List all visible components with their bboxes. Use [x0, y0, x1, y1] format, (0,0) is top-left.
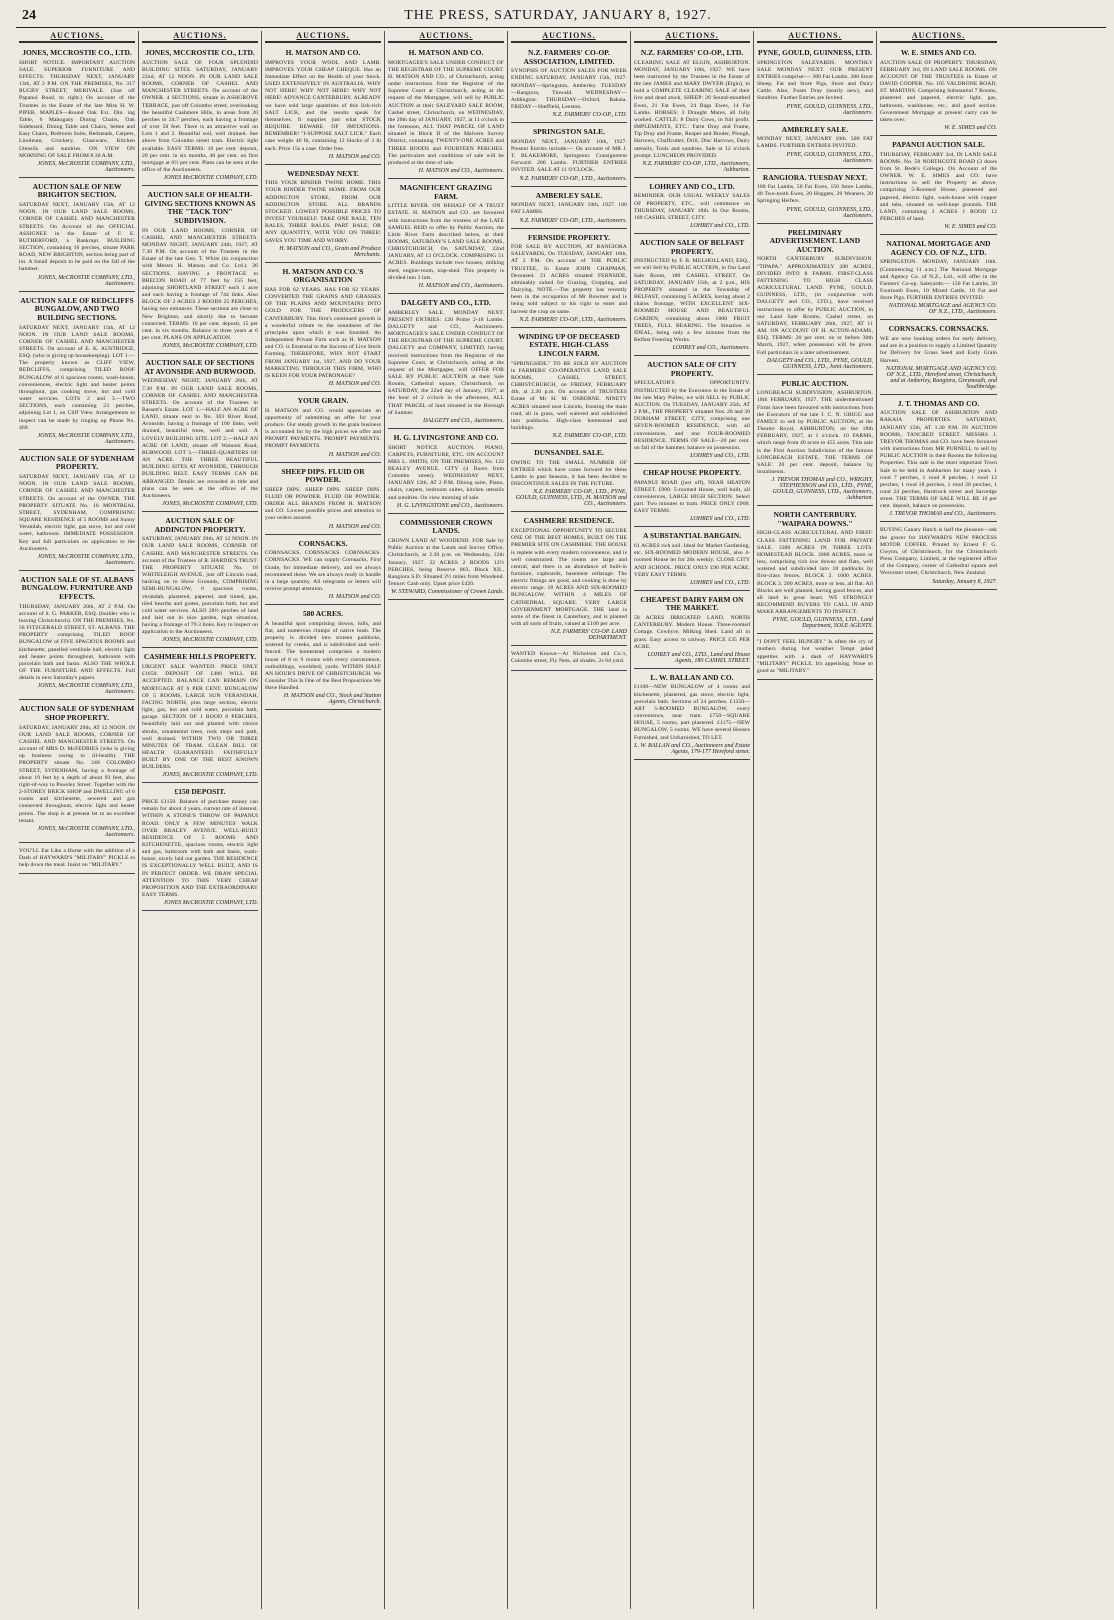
column-2 — [139, 31, 262, 1609]
advertisement — [142, 46, 258, 186]
ad-signature: LOHREY and CO., LTD. — [690, 516, 750, 523]
advertisement — [142, 650, 258, 783]
advertisement — [511, 46, 627, 123]
advertisement — [634, 180, 750, 234]
advertisement — [757, 636, 873, 680]
column-7 — [754, 31, 877, 1609]
ad-heading: PYNE, GOULD, GUINNESS, LTD. — [757, 48, 873, 57]
ad-heading: AUCTION SALE OF SYDENHAM SHOP PROPERTY. — [19, 704, 135, 723]
ad-signature: JONES, McCROSTIE COMPANY, LTD., Auctioneers. — [37, 274, 135, 287]
ad-heading: CORNSACKS. CORNSACKS. — [888, 324, 989, 334]
ad-body-text: NORTH CANTERBURY SUBDIVISION. "TIPAPA." APPROXIMATELY 200 ACRES, DIVIDED INTO 8 FARMS. FIRST-CLASS FATTENING TO HIGH CLASS AGRICULTURAL LAND. PYNE, GOULD, GUINNESS, LTD., (in conjunction with DALGETY and CO., LTD.), have received instructions to offer by PUBLIC AUCTION, in our Land Sale Rooms, Cashel street, on SATURDAY, FEBRUARY 26th, 1927, AT 11 AM. ON ACCOUNT OF H. ACTON-ADAMS, ESQ. TERMS: 20 per cent. on or before 30th March, 1927, when possession will be given. Full particulars in a later advertisement. — [757, 256, 873, 356]
ad-body-text: CROWN LAND AT WOODEND. FOR Sale by Public Auction at the Lands and Survey Office, Christchurch, at 2.30 p.m. on Wednesday, 12th January, 1927. 32 ACRES 2 ROODS 12½ PERCHES, being Reserve 863, Block XII., Rangiora S.D. Situated 2½ miles from Woodend. Tenure: Cash only. Upset price £420. — [388, 538, 504, 587]
ad-heading: AMBERLEY SALE. — [781, 124, 849, 134]
ad-body-text: SATURDAY, JANUARY 29th, AT 12 NOON. IN OUR LAND SALE ROOMS, CORNER OF CASHEL AND MANCHESTER STREETS. On account of the Trustees of R. HARDIE'S TRUST. THE PROPERTY SITUATE No. 18 WHITELEIGH AVENUE, just off Lincoln road, backing on to Show Grounds, COMPRISING SEMI-BUNGALOW, 6 spacious rooms, verandah, plastered, papered, and tinted, gas, tiled hearths and grates, porcelain bath, hot and cold water services. ALSO 28½ perches of land and laid out in nice garden, high situation, having a frontage of 79.3 links. Key to inspect on application to the Auctioneers. — [142, 536, 258, 636]
ad-body-text: SHORT NOTICE AUCTION. PIANO, CARPETS, FURNITURE, ETC. ON ACCOUNT MRS L. SMITH, ON THE PREMISES, No. 122 BEALEY AVENUE, CITY (4 Doors from Colombo street), WEDNESDAY NEXT, JANUARY 12th, AT 2 P.M. Dining suite, Piano, chairs, carpets, bedroom suites, kitchen utensils and sundries. On view morning of sale. — [388, 444, 504, 501]
ad-body-text: SATURDAY NEXT, JANUARY 15th, AT 12 NOON. IN OUR LAND SALE ROOMS, CORNER OF CASHEL AND MANCHESTER STREETS. On Account of the OFFICIAL ASSIGNEE in the Estate of F. E. RUTHERFORD, a Bankrupt. BUILDING SECTION, containing 16 perches, situate PARK ROAD, NEW BRIGHTON, section being part of lot. A Small deposit to be paid on the fall of the hammer. — [19, 202, 135, 273]
ad-body-text: HAS FOR 62 YEARS. HAS FOR 62 YEARS. CONVERTED THE GRAINS AND GRASSES OF THE PLAINS AND MOUNTAINS INTO GOLD FOR THE PRODUCERS OF CANTERBURY. This firm's continued growth is a wonderful tribute to the soundness of the principles upon which it was founded. An Independent Private Firm such as H. MATSON and CO. is Essential to the Success of Live Stock Farming. THEREFORE, WHY NOT START FROM JANUARY 1st, 1927, AND DO YOUR MARKETING THROUGH THIS FIRM, WHO IS KEEN FOR YOUR PATRONAGE? — [265, 286, 381, 379]
ad-signature: N.Z. FARMERS' CO-OP., LTD., Auctioneers, Ashburton. — [642, 160, 750, 173]
ad-heading: PRELIMINARY ADVERTISEMENT. LAND AUCTION. — [769, 227, 861, 254]
ad-signature: N.Z. FARMERS' CO-OP., LTD., Auctioneers. — [519, 316, 627, 323]
ad-heading: SHEEP DIPS. FLUID OR POWDER. — [281, 466, 365, 485]
ad-heading: N.Z. FARMERS' CO-OP. ASSOCIATION, LIMITED. — [523, 48, 615, 66]
advertisement — [511, 648, 627, 670]
ad-heading: JONES, MCCROSTIE CO., LTD. — [22, 48, 132, 57]
ad-body-text: FOR SALE BY AUCTION, AT RANGIORA SALEYARDS, On TUESDAY, JANUARY 18th, AT 2 P.M. On account of THE PUBLIC TRUSTEE, In Estate JOHN CHAPMAN, Deceased. 21 ACRES situated FERNSIDE, adminably suited for Grazing, Cropping, and Dairying. NOTE.—The property has recently been in the occupation of Mr Bowmer and is being sold subject to his right to enter and harvest the crop on same. — [511, 244, 627, 315]
advertisement — [388, 181, 504, 294]
advertisement — [265, 265, 381, 392]
ad-body-text: AUCTION SALE OF ASHBURTON AND RAKAIA PROPERTIES. SATURDAY, JANUARY 15th, AT 1.30 P.M. IN AUCTION ROOMS, TANCRED STREET. MESSRS J. TREVOR THOMAS and CO. have been favoured with instructions from MR PURNELL to sell by PUBLIC AUCTION in their Rooms the following Properties. This sale is the most important Town Sale to be held in Ashburton for many years. 1 rood 7 perches, 1 rood 8 perches, 1 rood 12 perches, 1 rood 18 perches, 1 rood 20 perches, 1 rood 24 perches, Hardcock street and Sarcedge street. THE TERMS OF SALE WILL BE 10 per cent. deposit, balance on possession. — [880, 410, 997, 510]
ad-body-text: CORNSACKS. CORNSACKS. CORNSACKS. CORNSACKS. WE can supply Cornsacks, First Grade, for immediate delivery, and we always recommend these. We are always ready to handle in a large quantity. All telegrams or letters will receive prompt attention. — [265, 550, 381, 592]
column-header: AUCTIONS. — [634, 31, 750, 43]
advertisement — [265, 465, 381, 535]
ad-signature: JONES, McCROSTIE COMPANY, LTD., Auctioneers. — [37, 825, 135, 838]
advertisement — [880, 46, 997, 136]
ad-signature: PYNE, GOULD, GUINNESS, LTD., Land Department, SOLE AGENTS. — [772, 617, 873, 630]
ad-heading: JONES, MCCROSTIE CO., LTD. — [145, 48, 255, 57]
ad-signature: H. MATSON and CO. — [328, 594, 381, 601]
ad-body-text: AMBERLEY SALE. MONDAY NEXT. PRESENT ENTRIES: 120 Prime 2-18 Lambs. DALGETY and CO., Auctioneers. MORTGAGEE'S SALE UNDER CONDUCT OF THE REGISTRAR OF THE SUPREME COURT. DALGETY and COMPANY, LIMITED, having received instructions from the Registrar of the Supreme Court, at Christchurch, acting at the request of the Mortgagee, will OFFER FOR SALE BY PUBLIC AUCTION at their Sale Rooms, Cathedral square, Christchurch, on SATURDAY, the 22nd day of January, 1927, at the hour of 2 o'clock in the afternoon, ALL THAT PARCEL of land situated in the Borough of Sumner. — [388, 309, 504, 416]
advertisement — [265, 537, 381, 606]
advertisement — [757, 123, 873, 169]
ad-heading: AUCTION SALE OF SYDENHAM PROPERTY. — [19, 453, 135, 472]
ad-heading: H. MATSON AND CO. — [285, 48, 361, 57]
advertisement — [142, 188, 258, 354]
ad-signature: J. TREVOR THOMAS and CO., Auctioneers. — [889, 511, 997, 518]
ad-body-text: WANTED Known—At Nicholson and Co.'s, Colombo street, Fly Nets, all shades, 2s 6d yard. — [511, 651, 627, 665]
ad-heading: A SUBSTANTIAL BARGAIN. — [642, 531, 741, 541]
ad-signature: LOHREY and CO., Auctioneers. — [672, 345, 750, 352]
ad-body-text: 58 ACRES IRRIGATED LAND, NORTH CANTERBURY. Modern House. Three-roomed Cottage. Cowbyre, Milking Shed. Land all in grass. Easy access to railway. PRICE £35 PER ACRE. — [634, 615, 750, 650]
ad-heading: PAPANUI AUCTION SALE. — [892, 140, 985, 150]
ad-heading: W. E. SIMES AND CO. — [900, 48, 977, 57]
ad-signature: LOHREY and CO., LTD. — [690, 453, 750, 459]
ad-heading: N.Z. FARMERS' CO-OP., LTD. — [640, 48, 744, 57]
advertisement — [265, 394, 381, 463]
column-header: AUCTIONS. — [265, 31, 381, 43]
ad-body-text: CLEARING SALE AT ELGIN, ASHBURTON. MONDAY, JANUARY 10th, 1927. WE have been instructed by the Trustees in the Estate of the late JAMES and MARY DWYER (Elgin), to hold a COMPLETE CLEARING SALE of their live and dead stock. SHEEP: 26 Sound-mouthed Ewes, 21 Fat Ewes, 24 Bags Ewes, 14 Fat Lambs. HORSES: 3 Draught Mares, all fully worked. CATTLE: 8 Dairy Cows, in full profit. IMPLEMENTS, ETC.: Farm Dray and Frame, Tip Dray and Frame, Reaper and Binder, Plough, Harrows, Chaffcutter, Drill, Disc Harrows, Dairy utensils, Tools and sundries. Sale at 12 o'clock prompt. LUNCHEON PROVIDED. — [634, 59, 750, 159]
ad-body-text: SPECULATOR'S OPPORTUNITY. INSTRUCTED by the Executors in the Estate of the late Mary Pullen, we will SELL by PUBLIC AUCTION. On TUESDAY, JANUARY 25th, AT 2 P.M., THE PROPERTY situated Nos. 28 and 30 DURHAM STREET, CITY, comprising one SEVEN-ROOMED RESIDENCE, with all conveniences, and one FOUR-ROOMED RESIDENCE. TERMS OF SALE—20 per cent. on fall of the hammer, balance on possession. — [634, 380, 750, 451]
ad-signature: PYNE, GOULD, GUINNESS, LTD., Auctioneers. — [786, 103, 873, 116]
ad-heading: FERNSIDE PROPERTY. — [528, 232, 610, 242]
advertisement — [388, 516, 504, 600]
advertisement — [634, 593, 750, 669]
columns-container — [16, 31, 1106, 1609]
ad-body-text: SATURDAY NEXT, JANUARY 15th, AT 12 NOON. IN OUR LAND SALE ROOMS, CORNER OF CASHEL AND MANCHESTER STREETS. On account of E. K. AUSTRIDGE, ESQ. (who is giving up housekeeping). LOT 1.—The property known as CLIFF VIEW, REDCLIFFS, comprising TILED ROOF BUNGALOW of 6 spacious rooms, wash-house, conveniences, electric light and heater points throughout, gas cooking stove, hot and cold water services. LOTS 2 and 3.—TWO SECTIONS, each containing 23 perches, adjoining Lot 1, on Cliff View. Arrangements to inspect can be made by ringing up Phone No. 469. — [19, 324, 135, 431]
ad-body-text: PRICE £1150. Balance of purchase money can remain for about 4 years, current rate of interest. WITHIN A STONE'S THROW OF PAPANUI ROAD. ONLY A FEW MINUTES' WALK OVER BRALEY AVENUE. WELL-BUILT RESIDENCE OF 5 ROOMS AND KITCHENETTE, spacious rooms, electric light and gas, bathroom with bath and basin, wash-house, nicely laid out garden. THE RESIDENCE IS EXCEPTIONALLY WELL BUILT, AND IS IN PERFECT ORDER. WE DRAW SPECIAL ATTENTION TO THIS VERY CHEAP PROPOSITION AND THE EXTRAORDINARY EASY TERMS. — [142, 799, 258, 899]
ad-signature: JONES, McCROSTIE COMPANY, LTD., Auctioneers. — [37, 160, 135, 173]
ad-signature: H. G. LIVINGSTONE and CO., Auctioneers. — [396, 502, 504, 509]
ad-signature: JONES McCROSTIE COMPANY, LTD. — [163, 900, 258, 907]
ad-heading: NORTH CANTERBURY. "WAIPARA DOWNS." — [773, 510, 857, 528]
ad-signature: J. TREVOR THOMAS and CO., WRIGHT, STEPHENSON and CO., LTD., PYNE, GOULD, GUINNESS, LTD., Auctioneers, Ashburton. — [771, 477, 873, 502]
advertisement — [634, 529, 750, 590]
ad-signature: JONES, McCROSTIE COMPANY, LTD., Auctioneers. — [37, 553, 135, 566]
ad-body-text: YOU'LL Eat Like a Horse with the addition of a Dash of HAYWARD'S "MILITARY" PICKLE to help down the meal. Insist on "MILITARY." — [19, 847, 135, 869]
advertisement — [511, 330, 627, 444]
ad-signature: N.Z. FARMERS' CO-OP., LTD., Auctioneers. — [519, 217, 627, 224]
ad-signature: LOHREY and CO., LTD., Land and House Agents, 180 CASHEL STREET. — [647, 651, 750, 664]
ad-heading: J. T. THOMAS AND CO. — [897, 398, 980, 408]
advertisement — [757, 226, 873, 375]
ad-body-text: WEDNESDAY NIGHT, JANUARY 26th, AT 7.30 P.M. IN OUR LAND SALE ROOMS, CORNER OF CASHEL AND MANCHESTER STREETS. On account of the Trustees in Bassett's Estate. LOT 1.—HALF AN ACRE OF LAND, situate next to No. 303 River Road, Avonside, having a frontage of 100 links, well drained, beautiful trees, well and soil. A LOVELY BUILDING SITE. LOT 2.—HALF AN ACRE OF LAND, situate off Wainoni Road, BURWOOD. LOT 3.—THREE-QUARTERS OF AN ACRE. THE THREE BEAUTIFUL BUILDING SITES AT AVONSIDE, THROUGH BUILDING BELT. EASY TERMS CAN BE ARRANGED. Details are recorded in title and plans can be seen at the offices of the Auctioneers. — [142, 378, 258, 499]
column-header: AUCTIONS. — [511, 31, 627, 43]
ad-body-text: AUCTION SALE OF FOUR SPLENDID BUILDING SITES. SATURDAY, JANUARY 22nd, AT 12 NOON. IN OUR LAND SALE ROOMS, CORNER OF CASHEL AND MANCHESTER STREETS. On account of the OWNER. 4 SECTIONS, situate in ASHGROVE TERRACE, just off Colombo street, overlooking the beautiful Cashmere Hills, in areas from 20 perches to 24.7 perches, each having a frontage of over 50 feet. There is an attractive wall on Lots 1 and 2. Beautiful soil, well drained. See above from Colombo street tram. Electric light available. EASY TERMS: 10 per cent. deposit, 20 per cent. in six months, 40 per cent. on first mortgage at 6½ per cent. Plans can be seen at the office of the Auctioneers. — [142, 59, 258, 173]
ad-signature: JONES, McCROSTIE COMPANY, LTD., Auctioneers. — [37, 683, 135, 696]
ad-body-text: SPRINGSTON. MONDAY, JANUARY 10th. (Commencing 11 a.m.) The National Mortgage and Agency Co. of N.Z., Ltd., will offer in the Farmers' Co-op. Saleyards:— 150 Fat Lambs, 20 Fourtooth Ewes, 10 Mixed Cattle, 10 Fat and Store Pigs. FURTHER ENTRIES INVITED. — [880, 259, 997, 302]
ad-heading: YOUR GRAIN. — [297, 395, 349, 405]
advertisement — [511, 189, 627, 229]
ad-heading: COMMISSIONER CROWN LANDS. — [399, 517, 493, 536]
column-6 — [631, 31, 754, 1609]
ad-body-text: HIGH-CLASS AGRICULTURAL AND FIRST-CLASS FATTENING LAND FOR PRIVATE SALE. 3300 ACRES IN THREE LOTS. HOMESTEAD BLOCK. 2000 ACRES, more or less, comprising rich low downs and flats, well watered and subdivided into 18 paddocks by first-class fences. BLOCK 2. 1000 ACRES. BLOCK 3. 200 ACRES, more or less, all flat. All Blocks are well planted, having good fences, and all land in great heart. WE STRONGLY RECOMMEND BUYERS TO CALL IN AND MAKE ARRANGEMENTS TO INSPECT. — [757, 530, 873, 616]
ad-body-text: £1100—NEW BUNGALOW of 4 rooms and kitchenette, plastered, gas stove, electric light, porcelain bath. Sections of 24 perches. £1350—ART 5-ROOMED BUNGALOW, every convenience, near tram. £750—SQUARE HOUSE, 5 rooms, part plastered. £1175—NEW BUNGALOW, 5 rooms. WE have several Houses Furnished, and Unfurnished, TO LET. — [634, 684, 750, 741]
ad-body-text: 100 Fat Lambs, 50 Fat Ewes, 150 Store Lambs, 40 Two-tooth Ewes, 20 Hoggets, 20 Weaners, 20 Springing Heifers. — [757, 184, 873, 205]
ad-signature: Saturday, January 8, 1927. — [932, 578, 997, 585]
column-3 — [262, 31, 385, 1609]
ad-heading: MAGNIFICENT GRAZING FARM. — [399, 182, 493, 201]
advertisement — [19, 294, 135, 450]
ad-body-text: IMPROVES YOUR WOOL AND LAMB. IMPROVES YOUR CHEAP CHEQUE. Has an Immediate Effect on the Health of your Stock. USED EXTENSIVELY IN AUSTRALIA. WHY NOT HERE! WHY NOT HERE! WHY NOT HERE! ADVANCE CANTERBURY. ALREADY we have sold large quantities of this lick-rich SALT LICK, and the results speak for themselves. It supplies just what STOCK REQUIRE. BEWARE OF IMITATIONS. REMEMBER! "I-SUPPOSE SALT LICK." Each case weighs 40 lb, containing 12 blocks of 3 lb each. Price 15s a case. Order free. — [265, 59, 381, 152]
ad-heading: CHEAP HOUSE PROPERTY. — [642, 468, 742, 477]
ad-signature: JONES, McCROSTIE COMPANY, LTD., Auctioneers. — [37, 432, 135, 445]
ad-heading: PUBLIC AUCTION. — [781, 378, 849, 388]
ad-heading: AUCTION SALE OF ST. ALBANS BUNGALOW. FURNITURE AND EFFECTS. — [20, 574, 134, 602]
column-1 — [16, 31, 139, 1609]
ad-body-text: LONGBEACH SUBDIVISION, ASHBURTON. 18th FEBRUARY, 1927. THE undermentioned Firms have been favoured with instructions from the Executors of the late J. C. N. GRIGG and FAMILY to sell by PUBLIC AUCTION, at the Theatre Royal, ASHBURTON, on the 18th FEBRUARY, 1927, at 1 o'clock. 10 FARMS, which range from 40 acres to 455 acres. This sale is the First Auction Subdivision of the famous LONGBEACH ESTATE. THE TERMS OF SALE: 20 per cent. deposit, balance by instalments. — [757, 390, 873, 475]
column-header: AUCTIONS. — [19, 31, 135, 43]
ad-heading: H. G. LIVINGSTONE AND CO. — [393, 432, 499, 442]
ad-signature: H. MATSON and CO. — [328, 451, 381, 458]
ad-body-text: SATURDAY, JANUARY 29th, AT 12 NOON. IN OUR LAND SALE ROOMS, CORNER OF CASHEL AND MANCHESTER STREETS. On account of MRS D. McFEDRIES (who is giving up business owing to ill-health). THE PROPERTY situate No. 248 COLOMBO STREET, SYDENHAM, having a frontage of about 19 feet by a depth of about 93 feet, also right-of-way to Pawsley Street. Together with the 2-STOREY BRICK SHOP and DWELLING of 6 rooms and kitchenette, sewered and gas connected throughout, electric light and heater points. The shop is at present let to an excellent tenant. — [19, 724, 135, 824]
ad-signature: H. MATSON and CO., Stock and Station Agents, Christchurch. — [283, 693, 381, 706]
ad-body-text: BUYING Canary Hatch is half the pleasure—ask the grocer for HAYWARD'S NEW PROCESS MOTOR COFFEE. Printed by Ernest F. G. Gwynn, of Christchurch, for the Christchurch Press Company, Limited, at the registered office of the Company, corner of Cathedral square and Worcester street, Christchurch, New Zealand. — [880, 527, 997, 577]
ad-signature: H. MATSON and CO., Auctioneers. — [418, 282, 504, 289]
ad-signature: LOHREY and CO., LTD. — [690, 579, 750, 586]
advertisement — [757, 377, 873, 507]
advertisement — [634, 671, 750, 760]
ad-signature: N.Z. FARMERS' CO-OP., LTD. — [552, 112, 627, 119]
page-title: THE PRESS, SATURDAY, JANUARY 8, 1927. — [404, 8, 712, 23]
ad-body-text: SYNOPSIS OF AUCTION SALES FOR WEEK ENDING SATURDAY, JANUARY 15th, 1927. MONDAY—Springston, Amberley. TUESDAY—Rangiora, Tinwald. WEDNESDAY—Addington. THURSDAY—Oxford, Rakaia. FRIDAY—Sheffield, Leeston. — [511, 68, 627, 111]
ad-signature: NATIONAL MORTGAGE AND AGENCY CO. OF N.Z., LTD., Hereford street, Christchurch, and at Amberley, Rangiora, Greymouth, and Southbridge. — [886, 365, 997, 390]
ad-heading: CORNSACKS. — [298, 538, 348, 548]
ad-signature: NATIONAL MORTGAGE and AGENCY CO. OF N.Z., LTD., Auctioneers. — [888, 303, 997, 316]
advertisement — [511, 231, 627, 328]
ad-signature: N.Z. FARMERS' CO-OP., LTD., PYNE, GOULD, GUINNESS, LTD., H. MATSON and CO., Auctioneers. — [515, 489, 627, 508]
ad-signature: PYNE, GOULD, GUINNESS, LTD., Auctioneers. — [786, 151, 873, 164]
advertisement — [757, 171, 873, 224]
column-8 — [877, 31, 1000, 1609]
ad-body-text: MONDAY NEXT, JANUARY 10th, 1927. 100 FAT LAMBS. — [511, 202, 627, 216]
column-header: AUCTIONS. — [142, 31, 258, 43]
ad-heading: CASHMERE HILLS PROPERTY. — [143, 652, 257, 662]
ad-signature: N.Z. FARMERS' CO-OP., LTD., Auctioneers. — [519, 175, 627, 182]
ad-heading: AMBERLEY SALE. — [535, 190, 603, 200]
ad-signature: DALGETY and CO., LTD., PYNE, GOULD, GUINNESS, LTD., Joint Auctioneers. — [766, 357, 873, 370]
ad-signature: N.Z. FARMERS' CO-OP. LAND DEPARTMENT. — [550, 629, 627, 642]
ad-body-text: INSTRUCTED by F. B. MULHOLLAND, ESQ., we will Sell by PUBLIC AUCTION, in Our Land Sale Room, 180 CASHEL STREET, On SATURDAY, JANUARY 15th, at 2 p.m., HIS PROPERTY situated in the Township of BELFAST, containing 5 ACRES, having about 2 chains frontage, WITH EXCELLENT SIX-ROOMED HOUSE AND BEAUTIFUL GARDEN, containing about 1000 FRUIT TREES, FULL BEARING. The Situation is IDEAL, being only a few minutes from the Belfast Freezing Works. — [634, 258, 750, 344]
page-masthead — [16, 8, 1106, 28]
ad-signature: H. MATSON and CO. — [328, 523, 381, 530]
ad-body-text: SHEEP DIPS. SHEEP DIPS. SHEEP DIPS. FLUID OR POWDER. FLUID OR POWDER. ORDER ALL BRANDS FROM H. MATSON and CO. Lowest possible prices and attention to your orders assured. — [265, 486, 381, 522]
ad-signature: JONES, McCROSTIE COMPANY, LTD. — [162, 637, 258, 644]
ad-signature: H. MATSON and CO. — [328, 380, 381, 387]
ad-signature: JONES, McCROSTIE COMPANY, LTD. — [162, 343, 258, 350]
advertisement — [634, 46, 750, 178]
ad-signature: DALGETY and CO., Auctioneers. — [423, 417, 504, 424]
ad-body-text: IN OUR LAND ROOMS, CORNER OF CASHEL AND MANCHESTER STREETS. MONDAY NIGHT, JANUARY 24th, 1927, AT 7.30 P.M. On account of the Trustees in the Estate of the late Geo. T. White (in conjunction with Messrs H. Matson and Co. Ltd.). 26 SECTIONS, HAVING a FRONTAGE to BRECON ROAD of 77 feet by 155 feet, adjoining SHORTLAND STREET each 1 acre and each having a frontage of 744 links. Also BLOCK OF 2 ACRES 2 ROODS 25 PERCHES, having two entrances. These sections are close to New Brighton, and shortly due to become connected. TERMS: 10 per cent. deposit, 15 per cent. in six months. Balance in three years at 6 per cent. PLANS ON APPLICATION. — [142, 227, 258, 341]
ad-body-text: AUCTION SALE OF PROPERTY. THURSDAY, FEBRUARY 3rd, IN LAND SALE ROOMS. ON ACCOUNT OF THE TRUSTEES in Estate of DAVID COOPER. No. 105 VALDRONE ROAD, ST. MARTINS. Comprising Substantial 7 Rooms, plastered and papered, electric light, gas, bathroom, washhouse, etc., and good section. Government Mortgage at present carry can be taken over. — [880, 59, 997, 123]
ad-signature: PYNE, GOULD, GUINNESS, LTD., Auctioneers. — [786, 206, 873, 219]
advertisement — [511, 125, 627, 186]
ad-signature: W. E. SIMES and CO. — [944, 125, 997, 132]
ad-heading: AUCTION SALE OF CITY PROPERTY. — [647, 360, 737, 378]
advertisement — [388, 431, 504, 514]
ad-body-text: MONDAY NEXT, JANUARY 10th. 500 FAT LAMBS. FURTHER ENTRIES INVITED. — [757, 136, 873, 150]
ad-heading: £150 DEPOSIT. — [174, 787, 226, 797]
advertisement — [511, 514, 627, 646]
ad-heading: CASHMERE RESIDENCE. — [523, 516, 615, 526]
ad-body-text: THURSDAY, JANUARY 20th, AT 2 P.M. On account of S. G. PARKER, ESQ. (builder who is leaving Christchurch). ON THE PREMISES, No. 58 FITZGERALD STREET, ST. ALBANS. THE PROPERTY comprising TILED ROOF BUNGALOW of FIVE SPACIOUS ROOMS and kitchenette, panelled vestibule hall, electric light and heater points throughout, bathroom with porcelain bath and basin. ALSO THE WHOLE OF THE FURNITURE AND EFFECTS. Full details in next Saturday's papers. — [19, 603, 135, 682]
ad-body-text: WE are now booking orders for early delivery, and are in a position to supply a Limited Quantity for Delivery for Grass Seed and Early Grain Harvest. — [880, 336, 997, 364]
column-5 — [508, 31, 631, 1609]
advertisement — [388, 296, 504, 429]
ad-heading: 580 ACRES. — [302, 609, 343, 619]
ad-body-text: MORTGAGEE'S SALE UNDER CONDUCT OF THE REGISTRAR OF THE SUPREME COURT. H. MATSON AND CO., of Christchurch, acting under instructions from the Registrar of the Supreme Court at Christchurch, acting at the request of the Mortgagee, will sell by PUBLIC AUCTION at their SALEYARD SALE ROOM, Cashel street, Christchurch, on WEDNESDAY, the 26th day of JANUARY, 1927, at 11 o'clock in the forenoon, ALL THAT PARCEL OF LAND situated in Block II of the Malvern Survey District, containing TWENTY-ONE ACRES and THREE ROODS and FOURTEEN PERCHES. The particulars and conditions of sale will be produced at the time of sale. — [388, 59, 504, 166]
ad-body-text: 61 ACRES rich soil. Ideal for Market Gardening, etc. SIX-ROOMED MODERN HOUSE, also 4-roomed House let for 20s weekly. CLOSE CITY AND SCHOOL. PRICE ONLY £90 PER ACRE. VERY EASY TERMS. — [634, 543, 750, 578]
ad-signature: W. STEWARD, Commissioner of Crown Lands. — [391, 589, 504, 596]
advertisement — [388, 46, 504, 179]
ad-heading: DALGETY AND CO., LTD. — [401, 297, 491, 307]
ad-signature: H. MATSON and CO. — [328, 153, 381, 160]
ad-body-text: H. MATSON and CO. would appreciate an opportunity of submitting an offer for your produce. Our steady growth in the grain business is accounted for by the high prices we offer and PROMPT PAYMENTS. PROMPT PAYMENTS. PROMPT PAYMENTS. — [265, 407, 381, 450]
ad-body-text: "I DON'T FEEL HUNGRY." Is often the cry of mothers during hot weather. Tempt jaded appetites with a dash of HAYWARD'S "MILITARY" PICKLE. It's appetising. None so good as "MILITARY." — [757, 639, 873, 674]
ad-signature: W. E. SIMES and CO. — [944, 224, 997, 231]
advertisement — [880, 524, 997, 589]
ad-heading: L. W. BALLAN AND CO. — [650, 672, 734, 682]
ad-heading: WEDNESDAY NEXT. — [287, 168, 359, 178]
ad-body-text: A beautiful spot comprising downs, hills, and flat, and numerous clumps of native bush. The property is divided into sixteen paddocks, watered by creeks, and is subdivided and well-fenced. The homestead comprises a modern house of 8 or 9 rooms with every convenience, outbuildings, woolshed, yards. WITHIN HALF AN HOUR'S DRIVE OF CHRISTCHURCH. We Consider This Is One of the Best Propositions We Have Handled. — [265, 620, 382, 692]
advertisement — [757, 508, 873, 634]
advertisement — [265, 607, 381, 710]
advertisement — [19, 180, 135, 292]
ad-heading: WINDING UP OF DECEASED ESTATE. HIGH-CLASS LINCOLN FARM. — [518, 331, 620, 358]
column-header: AUCTIONS. — [757, 31, 873, 43]
ad-heading: DUNSANDEL SALE. — [534, 448, 604, 458]
ad-signature: H. MATSON and CO., Grain and Produce Merchants. — [279, 245, 381, 258]
ad-heading: AUCTION SALE OF REDCLIFFS BUNGALOW, AND TWO BUILDING SECTIONS. — [20, 295, 134, 322]
ad-body-text: OWING TO THE SMALL NUMBER OF ENTRIES which have come forward for these Lambs in past Seasons, it has been decided to DISCONTINUE SALES IN THE FUTURE. — [511, 459, 627, 488]
ad-body-text: URGENT SALE WANTED. PRICE ONLY £1650. DEPOSIT OF £400 WILL BE ACCEPTED. BALANCE CAN REMAIN ON MORTGAGE AT 6 PER CENT. BUNGALOW OF 5 ROOMS, LARGE SUN VERANDAH, FACING NORTH, plus large section, electric light, gas, hot and cold water, porcelain bath, garage. SECTION OF 1 ROOD 8 PERCHES, beautifully laid out and planted with choice shrubs, ornamental trees, rock steps and path, well drained. WITHIN TWO OR THREE MINUTES OF TRAM. CLEAN BILL OF HEALTH GUARANTEED. FAITHFULLY BUILT BY ONE OF THE BEST KNOWN BUILDERS. — [142, 664, 258, 771]
advertisement — [880, 397, 997, 523]
advertisement — [19, 702, 135, 842]
ad-body-text: THIS YOUR BINDER TWINE HOME. THIS YOUR BINDER TWINE HOME. FROM OUR ADDINGTON STORE, FROM OUR ADDINGTON STORE. ALL BRANDS STOCKED. LOWEST POSSIBLE PRICES TO INVEST YOURSELF. TAKE ONE BALE, TEN BALES, THREE BALES. PART BALE, OR ANY QUANTITY, WITH YOU ON THREE! SAVES YOU TIME AND WORRY. — [265, 180, 381, 244]
column-header: AUCTIONS. — [880, 31, 997, 43]
ad-heading: AUCTION SALE OF HEALTH-GIVING SECTIONS KNOWN AS THE "TACK TON" SUBDIVISION. — [144, 190, 256, 225]
advertisement — [19, 845, 135, 874]
ad-body-text: THURSDAY, FEBRUARY 3rd, IN LAND SALE ROOMS. No. 58 NORTHCOTE ROAD (3 doors from St. Bede's College). On Account of the OWNER. W. E. SIMES and CO. have instructions to sell the Property as above, comprising 5-Roomed House, plastered and papered, electric light, wash-house with copper and tubs, situated on well-kept grounds. THE LAND, containing 3 ACRES 1 ROOD 12 PERCHES of land. — [880, 151, 997, 223]
ad-signature: N.Z. FARMERS' CO-OP., LTD. — [552, 433, 627, 440]
ad-heading: SPRINGSTON SALE. — [533, 127, 605, 137]
advertisement — [265, 167, 381, 263]
page-number: 24 — [22, 8, 36, 23]
advertisement — [634, 358, 750, 464]
ad-signature: LOHREY and CO., LTD. — [690, 223, 750, 230]
ad-heading: AUCTION SALE OF ADDINGTON PROPERTY. — [154, 516, 246, 534]
ad-heading: AUCTION SALE OF NEW BRIGHTON SECTION. — [32, 181, 122, 200]
advertisement — [19, 452, 135, 571]
ad-body-text: SHORT NOTICE. IMPORTANT AUCTION SALE. SUPERIOR FURNITURE AND EFFECTS. THURSDAY NEXT, JANUARY 13th, AT 2 P.M. ON THE PREMISES, No. 317 RUGBY STREET, MERIVALE. (Just off Papanui Road, to right.) On account of the Trustees in the Estate of the late Miss H. W. PIPER. MAPLES—Round Oak Ext. Din. ing Table, 6 Mahogany Dining Chairs, Oak Sideboard, Dining Table and Chairs, Settee and Easy Chairs, Bedroom Suite, Bedsteads, Carpets, Linoleum, Crockery, Glassware, Kitchen Utensils and sundries. ON VIEW ON MORNING OF SALE FROM 8.30 A.M. — [19, 59, 135, 159]
advertisement — [634, 466, 750, 527]
ad-heading: CHEAPEST DAIRY FARM ON THE MARKET. — [640, 594, 744, 613]
ad-heading: AUCTION SALE OF BELFAST PROPERTY. — [639, 238, 745, 256]
ad-signature: H. MATSON and CO., Auctioneers. — [418, 167, 504, 174]
advertisement — [19, 573, 135, 701]
ad-signature: JONES, McCROSTIE COMPANY, LTD. — [162, 772, 258, 779]
ad-body-text: SATURDAY NEXT, JANUARY 15th, AT 12 NOON. IN OUR LAND SALE ROOMS, CORNER OF CASHEL AND MANCHESTER STREETS. On account of the OWNER. THE PROPERTY SITUATE No. 16 MONTREAL STREET, SYDENHAM, COMPRISING SQUARE RESIDENCE of 5 ROOMS and Sunny Verandah, electric light, gas stove, hot and cold water, bathroom. IMMEDIATE POSSESSION. Key and full particulars on application to the Auctioneers. — [19, 474, 135, 552]
advertisement — [757, 46, 873, 121]
ad-body-text: LITTLE RIVER. ON BEHALF OF A TRUST ESTATE. H. MATSON and CO. are favoured with instructions from the trustees of the LATE SAMUEL REID to offer by Public Auction, the Little River Farm described below, at their ROOMS, SATURDAY'S LAND SALE ROOMS, CHRISTCHURCH, On SATURDAY, 22nd JANUARY, AT 12 O'CLOCK. COMPRISING 51 ACRES. Buildings include two houses, milking shed, engine-room, trap-shed. This property is divided into 3 lots. — [388, 203, 504, 281]
ad-body-text: "SPRINGSIDE." TO BE SOLD BY AUCTION in FARMERS' CO-OPERATIVE LAND SALE ROOMS, CASHEL STREET, CHRISTCHURCH, on FRIDAY, FEBRUARY 4th, at 2.30 p.m. On account of TRUSTEES Estate of Mr H. M. OSBORNE. NINETY ACRES situated near Lincoln, fronting the main road, all in grass, well watered and subdivided into paddocks. High-class homestead and buildings. — [511, 360, 627, 431]
ad-body-text: MONDAY NEXT, JANUARY 10th, 1927. Present Entries include:— On account of MR J. T. BLAKEMORE, Springston: Consignment Forward: 200 Lambs. FURTHER ENTRIES INVITED. SALE AT 11 O'CLOCK. — [511, 138, 627, 174]
ad-body-text: SPRINGSTON SALEYARDS. MONTHLY SALE MONDAY NEXT. OUR PRESENT ENTRIES comprise:— 300 Fat Lambs, 300 Store Sheep, Fat and Store Pigs, Store and Dairy Cattle. Also, Foam Dray (nearly new), and Sundries. Further Entries are Invited. — [757, 59, 873, 102]
ad-signature: L. W. BALLAN and CO., Auctioneers and Estate Agents, 179-177 Hereford street. — [634, 742, 750, 755]
ad-heading: H. MATSON AND CO. — [408, 48, 484, 57]
ad-signature: JONES McCROSTIE COMPANY, LTD. — [163, 175, 258, 182]
advertisement — [511, 446, 627, 512]
ad-heading: RANGIORA. TUESDAY NEXT. — [762, 172, 868, 182]
ad-body-text: REMINDER. OUR USUAL WEEKLY SALES OF PROPERTY, ETC., will commence on THURSDAY, JANUARY 18th. In Our Rooms, 180 CASHEL STREET, CITY. — [634, 193, 750, 221]
ad-heading: AUCTION SALE OF SECTIONS AT AVONSIDE AND BURWOOD. — [144, 358, 256, 376]
advertisement — [880, 138, 997, 235]
ad-body-text: PAPANUI ROAD (just off), NEAR HEATON STREET. £900. 5-roomed House, well built, all conveniences, LARGE HIGH SECTION. Select part. Two minutes to tram. PRICE ONLY £900. EASY TERMS. — [634, 479, 750, 515]
advertisement — [142, 785, 258, 911]
column-4 — [385, 31, 508, 1609]
ad-heading: H. MATSON AND CO.'S ORGANISATION — [282, 266, 364, 285]
ad-heading: NATIONAL MORTGAGE AND AGENCY CO. OF N.Z., LTD. — [886, 239, 991, 257]
ad-heading: LOHREY AND CO., LTD. — [649, 181, 735, 191]
advertisement — [880, 322, 997, 394]
advertisement — [880, 237, 997, 320]
advertisement — [142, 514, 258, 648]
ad-signature: JONES, McCROSTIE COMPANY, LTD. — [162, 501, 258, 508]
column-header: AUCTIONS. — [388, 31, 504, 43]
advertisement — [142, 356, 258, 512]
ad-body-text: EXCEPTIONAL OPPORTUNITY TO SECURE ONE OF THE BEST HOMES, BUILT ON THE PREMIER SITE ON CASHMERE. THE HOUSE is replete with every modern convenience, and is well constructed. The rooms are large and central, and there is an abundance of built-in furniture, cupboards, basement cellarage. The electric fittings are good, and cooking is done by electric range. 18 ACRES AND SIX-ROOMED BUNGALOW. WITHIN 4 MILES OF CATHEDRAL SQUARE. VERY LARGE GOVERNMENT MORTGAGE. THE land is some of the finest in Canterbury, and is planted with all sorts of fruits, valued at £100 per acre. — [511, 528, 627, 628]
advertisement — [634, 236, 750, 356]
advertisement — [19, 46, 135, 178]
advertisement — [265, 46, 381, 165]
